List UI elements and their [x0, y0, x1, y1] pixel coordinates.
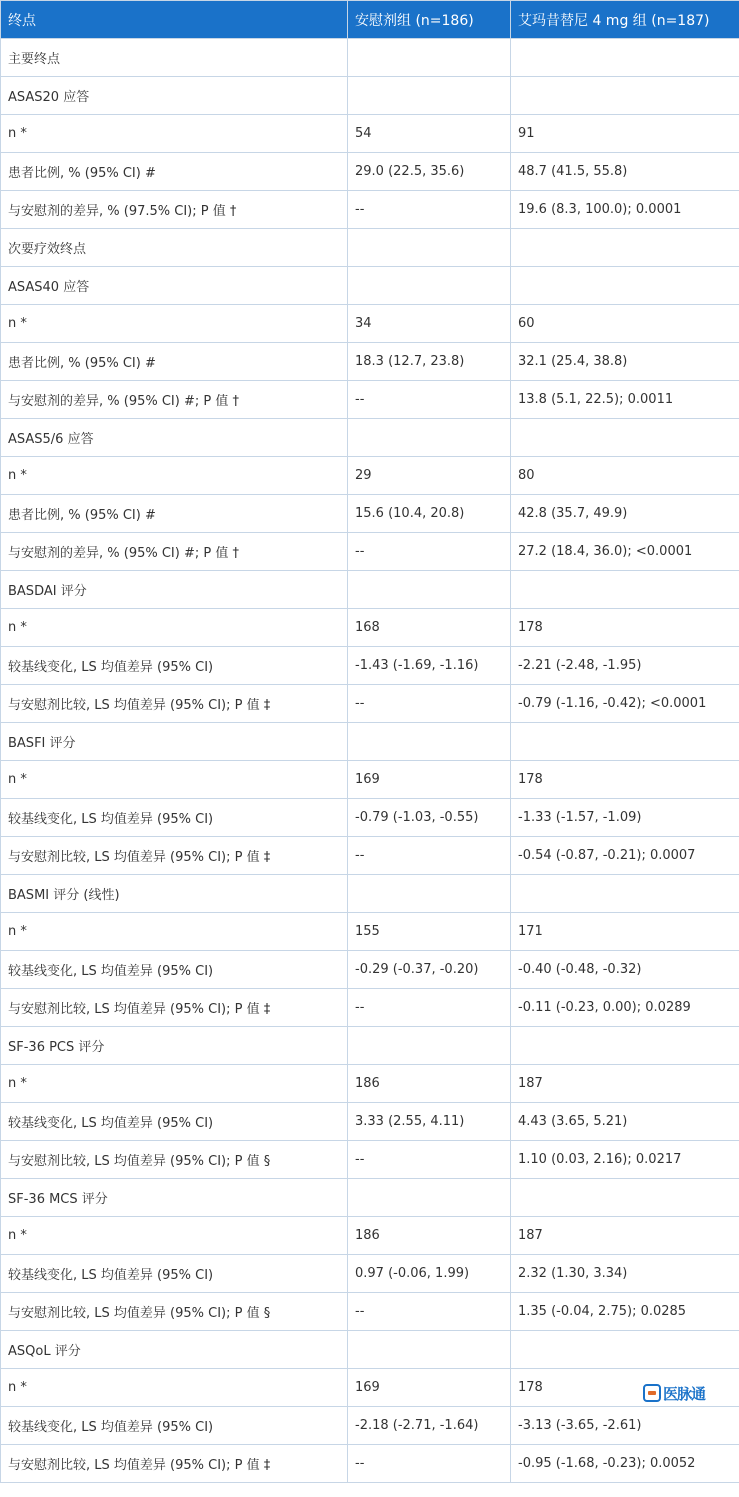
cell-upadacitinib: -0.40 (-0.48, -0.32) — [511, 951, 739, 989]
cell-upadacitinib — [511, 571, 739, 609]
cell-upadacitinib: -0.11 (-0.23, 0.00); 0.0289 — [511, 989, 739, 1027]
cell-placebo — [348, 1331, 511, 1369]
medlive-logo-icon — [643, 1384, 661, 1402]
cell-placebo: -- — [348, 989, 511, 1027]
table-row — [1, 1293, 739, 1331]
cell-placebo — [348, 571, 511, 609]
cell-placebo — [348, 39, 511, 77]
watermark-text: 医脉通 — [663, 1384, 706, 1403]
cell-placebo — [348, 229, 511, 267]
header-placebo: 安慰剂组 (n=186) — [348, 1, 511, 39]
table-body — [1, 39, 739, 1483]
table-row — [1, 761, 739, 799]
cell-endpoint: n * — [1, 1065, 348, 1103]
table-row — [1, 1407, 739, 1445]
table-row — [1, 609, 739, 647]
cell-placebo: -- — [348, 837, 511, 875]
cell-upadacitinib — [511, 419, 739, 457]
cell-upadacitinib: -2.21 (-2.48, -1.95) — [511, 647, 739, 685]
table-row — [1, 1141, 739, 1179]
cell-endpoint: 较基线变化, LS 均值差异 (95% CI) — [1, 951, 348, 989]
cell-placebo: -- — [348, 1445, 511, 1483]
cell-placebo: 15.6 (10.4, 20.8) — [348, 495, 511, 533]
cell-upadacitinib: 48.7 (41.5, 55.8) — [511, 153, 739, 191]
table-row — [1, 419, 739, 457]
cell-upadacitinib — [511, 1027, 739, 1065]
table-row — [1, 837, 739, 875]
cell-upadacitinib — [511, 39, 739, 77]
cell-placebo — [348, 875, 511, 913]
cell-upadacitinib: 178 — [511, 609, 739, 647]
cell-placebo: 54 — [348, 115, 511, 153]
cell-upadacitinib: 27.2 (18.4, 36.0); <0.0001 — [511, 533, 739, 571]
cell-endpoint: BASMI 评分 (线性) — [1, 875, 348, 913]
cell-placebo — [348, 1027, 511, 1065]
cell-upadacitinib: -0.79 (-1.16, -0.42); <0.0001 — [511, 685, 739, 723]
cell-endpoint: 次要疗效终点 — [1, 229, 348, 267]
cell-endpoint: 主要终点 — [1, 39, 348, 77]
cell-endpoint: ASQoL 评分 — [1, 1331, 348, 1369]
cell-upadacitinib — [511, 1179, 739, 1217]
cell-endpoint: 患者比例, % (95% CI) # — [1, 153, 348, 191]
cell-upadacitinib — [511, 875, 739, 913]
cell-endpoint: 较基线变化, LS 均值差异 (95% CI) — [1, 1407, 348, 1445]
cell-endpoint: 与安慰剂比较, LS 均值差异 (95% CI); P 值 ‡ — [1, 685, 348, 723]
header-upadacitinib: 艾玛昔替尼 4 mg 组 (n=187) — [511, 1, 739, 39]
cell-upadacitinib: -0.54 (-0.87, -0.21); 0.0007 — [511, 837, 739, 875]
cell-placebo: 18.3 (12.7, 23.8) — [348, 343, 511, 381]
cell-upadacitinib — [511, 1331, 739, 1369]
table-row — [1, 685, 739, 723]
table-row — [1, 875, 739, 913]
cell-placebo — [348, 267, 511, 305]
cell-endpoint: 与安慰剂的差异, % (97.5% CI); P 值 † — [1, 191, 348, 229]
cell-placebo — [348, 723, 511, 761]
table-header — [1, 1, 739, 39]
cell-placebo: 34 — [348, 305, 511, 343]
cell-placebo: 168 — [348, 609, 511, 647]
cell-endpoint: 与安慰剂的差异, % (95% CI) #; P 值 † — [1, 381, 348, 419]
cell-endpoint: SF-36 PCS 评分 — [1, 1027, 348, 1065]
table-row — [1, 1255, 739, 1293]
table-row — [1, 381, 739, 419]
cell-placebo: 155 — [348, 913, 511, 951]
cell-endpoint: BASDAI 评分 — [1, 571, 348, 609]
cell-upadacitinib: 13.8 (5.1, 22.5); 0.0011 — [511, 381, 739, 419]
cell-endpoint: 与安慰剂比较, LS 均值差异 (95% CI); P 值 ‡ — [1, 989, 348, 1027]
cell-placebo: -- — [348, 533, 511, 571]
table-row — [1, 153, 739, 191]
cell-upadacitinib: 178 — [511, 761, 739, 799]
cell-endpoint: n * — [1, 1369, 348, 1407]
cell-placebo: 0.97 (-0.06, 1.99) — [348, 1255, 511, 1293]
table-row — [1, 77, 739, 115]
table-row — [1, 533, 739, 571]
cell-placebo: 169 — [348, 1369, 511, 1407]
cell-endpoint: ASAS5/6 应答 — [1, 419, 348, 457]
table-row — [1, 951, 739, 989]
cell-upadacitinib — [511, 723, 739, 761]
table-row — [1, 1445, 739, 1483]
cell-upadacitinib: 80 — [511, 457, 739, 495]
cell-placebo: -- — [348, 191, 511, 229]
cell-endpoint: 较基线变化, LS 均值差异 (95% CI) — [1, 1255, 348, 1293]
table-row — [1, 39, 739, 77]
cell-placebo: 169 — [348, 761, 511, 799]
cell-placebo: -0.29 (-0.37, -0.20) — [348, 951, 511, 989]
table-row — [1, 1217, 739, 1255]
cell-placebo: -- — [348, 685, 511, 723]
cell-endpoint: 与安慰剂的差异, % (95% CI) #; P 值 † — [1, 533, 348, 571]
cell-upadacitinib: 60 — [511, 305, 739, 343]
cell-endpoint: BASFI 评分 — [1, 723, 348, 761]
table-row — [1, 1103, 739, 1141]
cell-placebo: -1.43 (-1.69, -1.16) — [348, 647, 511, 685]
table-row — [1, 913, 739, 951]
table-row — [1, 457, 739, 495]
cell-upadacitinib: 2.32 (1.30, 3.34) — [511, 1255, 739, 1293]
table-row — [1, 723, 739, 761]
cell-endpoint: n * — [1, 609, 348, 647]
table-row — [1, 495, 739, 533]
cell-placebo: -2.18 (-2.71, -1.64) — [348, 1407, 511, 1445]
cell-placebo: -- — [348, 1141, 511, 1179]
cell-upadacitinib: 91 — [511, 115, 739, 153]
cell-upadacitinib: -1.33 (-1.57, -1.09) — [511, 799, 739, 837]
table-row — [1, 267, 739, 305]
cell-endpoint: 患者比例, % (95% CI) # — [1, 495, 348, 533]
cell-upadacitinib: 187 — [511, 1217, 739, 1255]
table-row — [1, 1065, 739, 1103]
cell-endpoint: 较基线变化, LS 均值差异 (95% CI) — [1, 1103, 348, 1141]
cell-endpoint: ASAS40 应答 — [1, 267, 348, 305]
cell-endpoint: SF-36 MCS 评分 — [1, 1179, 348, 1217]
cell-upadacitinib: 1.10 (0.03, 2.16); 0.0217 — [511, 1141, 739, 1179]
cell-upadacitinib: 32.1 (25.4, 38.8) — [511, 343, 739, 381]
table-row — [1, 1027, 739, 1065]
cell-endpoint: 较基线变化, LS 均值差异 (95% CI) — [1, 799, 348, 837]
cell-upadacitinib: 187 — [511, 1065, 739, 1103]
cell-placebo: 29 — [348, 457, 511, 495]
cell-upadacitinib: -3.13 (-3.65, -2.61) — [511, 1407, 739, 1445]
table-row — [1, 305, 739, 343]
cell-placebo: 3.33 (2.55, 4.11) — [348, 1103, 511, 1141]
cell-placebo — [348, 77, 511, 115]
cell-upadacitinib: 4.43 (3.65, 5.21) — [511, 1103, 739, 1141]
cell-endpoint: 与安慰剂比较, LS 均值差异 (95% CI); P 值 § — [1, 1141, 348, 1179]
table-row — [1, 989, 739, 1027]
table-row — [1, 1179, 739, 1217]
cell-endpoint: 与安慰剂比较, LS 均值差异 (95% CI); P 值 ‡ — [1, 1445, 348, 1483]
cell-endpoint: n * — [1, 913, 348, 951]
table-row — [1, 1369, 739, 1407]
cell-placebo: 186 — [348, 1217, 511, 1255]
cell-upadacitinib: 1.35 (-0.04, 2.75); 0.0285 — [511, 1293, 739, 1331]
cell-placebo: 186 — [348, 1065, 511, 1103]
cell-endpoint: n * — [1, 305, 348, 343]
cell-placebo — [348, 1179, 511, 1217]
table-row — [1, 191, 739, 229]
cell-upadacitinib: 171 — [511, 913, 739, 951]
cell-endpoint: n * — [1, 761, 348, 799]
table-row — [1, 115, 739, 153]
cell-endpoint: 与安慰剂比较, LS 均值差异 (95% CI); P 值 ‡ — [1, 837, 348, 875]
cell-placebo: -- — [348, 381, 511, 419]
table-row — [1, 229, 739, 267]
header-endpoint: 终点 — [1, 1, 348, 39]
cell-placebo: 29.0 (22.5, 35.6) — [348, 153, 511, 191]
cell-endpoint: 较基线变化, LS 均值差异 (95% CI) — [1, 647, 348, 685]
cell-upadacitinib — [511, 267, 739, 305]
cell-endpoint: n * — [1, 1217, 348, 1255]
watermark-logo — [643, 1380, 711, 1406]
cell-placebo — [348, 419, 511, 457]
cell-endpoint: ASAS20 应答 — [1, 77, 348, 115]
cell-upadacitinib: 42.8 (35.7, 49.9) — [511, 495, 739, 533]
table-row — [1, 799, 739, 837]
table-row — [1, 647, 739, 685]
cell-endpoint: n * — [1, 457, 348, 495]
cell-endpoint: n * — [1, 115, 348, 153]
cell-placebo: -0.79 (-1.03, -0.55) — [348, 799, 511, 837]
cell-upadacitinib — [511, 77, 739, 115]
table-row — [1, 343, 739, 381]
cell-upadacitinib: 19.6 (8.3, 100.0); 0.0001 — [511, 191, 739, 229]
cell-placebo: -- — [348, 1293, 511, 1331]
header-row — [1, 1, 739, 39]
cell-upadacitinib: -0.95 (-1.68, -0.23); 0.0052 — [511, 1445, 739, 1483]
table-row — [1, 571, 739, 609]
table-row — [1, 1331, 739, 1369]
cell-upadacitinib — [511, 229, 739, 267]
cell-upadacitinib: 178 — [511, 1369, 739, 1407]
cell-endpoint: 与安慰剂比较, LS 均值差异 (95% CI); P 值 § — [1, 1293, 348, 1331]
cell-endpoint: 患者比例, % (95% CI) # — [1, 343, 348, 381]
